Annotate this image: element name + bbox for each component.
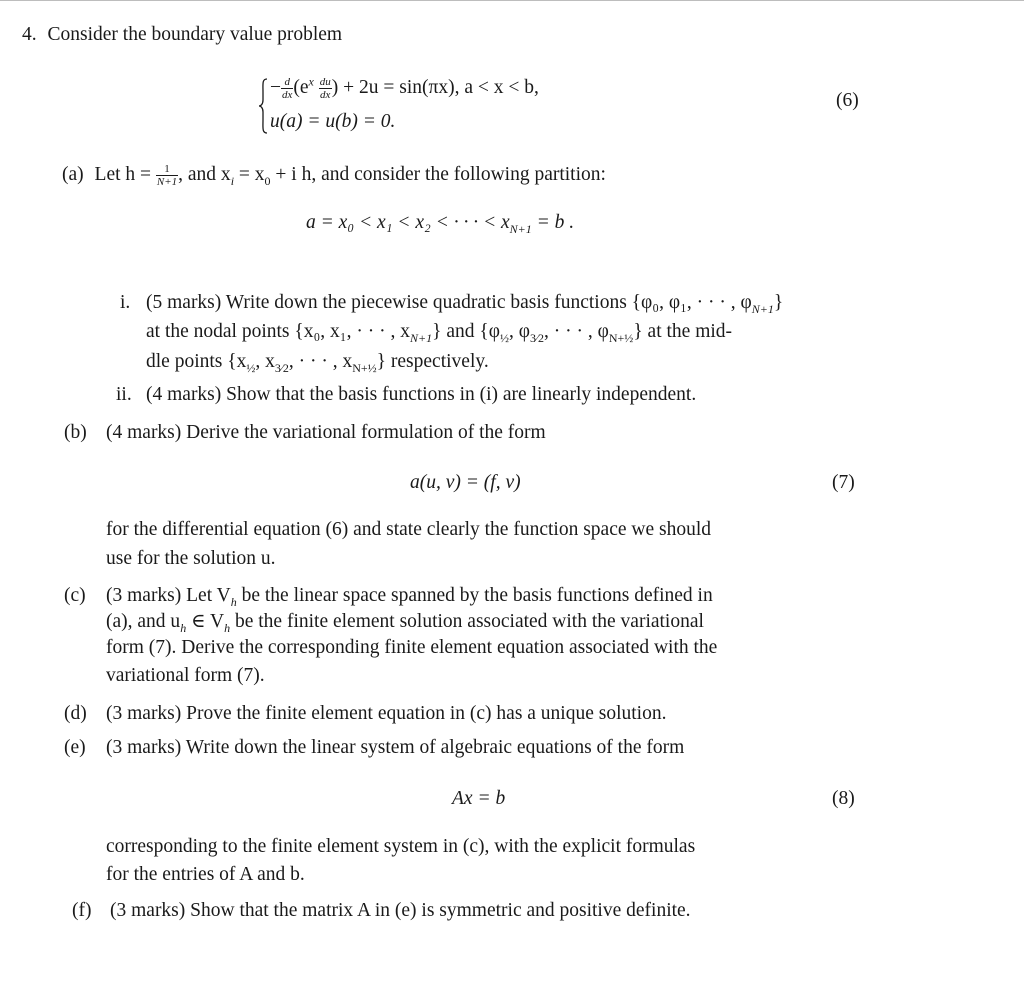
part-a-i-line1: (5 marks) Write down the piecewise quadratic basis functions {φ₀, φ₁, · · · , $\varphi_{N+1}$}	[146, 292, 784, 316]
part-a-i-line2: at the nodal points {x₀, x₁, · · · , $x_{N+1}$} and {$\varphi_{\frac{1}{2}}$, $\varphi_{3⁄2}$, · · · , $\varphi_{N+\frac{1}{2}}$} at the mid-	[146, 321, 733, 345]
part-c-line3: form (7). Derive the corresponding finite element equation associated with the	[106, 637, 718, 658]
equation-number-6: (6)	[836, 90, 859, 111]
problem-number: 4.	[22, 24, 37, 45]
part-c-line4: variational form (7).	[106, 665, 265, 686]
part-e-line3: for the entries of A and b.	[106, 864, 305, 885]
part-b-line3: use for the solution u.	[106, 548, 276, 569]
partition-formula: a = x₀ < x₁ < x₂ < · · · < $x_{N+1} = b$ .	[306, 212, 575, 236]
equation-number-8: (8)	[832, 788, 855, 809]
boundary-condition: u(a) = u(b) = 0.	[270, 111, 396, 132]
pde-equation: − $\frac{d}{dx}$ ($e^x$ $\frac{du}{dx}$ ) + 2u = sin(πx), a < x < b,	[270, 74, 539, 102]
linear-system-formula: Ax = b	[452, 788, 506, 809]
left-brace-icon	[258, 78, 268, 134]
part-b-label: (b)	[64, 422, 87, 443]
part-a-ii-text: (4 marks) Show that the basis functions in (i) are linearly independent.	[146, 384, 697, 405]
h-fraction: $\frac{1}{N+1}$	[156, 163, 178, 189]
part-a-statement: (a) Let h = $\frac{1}{N+1}$ , and $x_i = x_0 + i$ h, and consider the following partition:	[62, 163, 606, 189]
part-f-text: (3 marks) Show that the matrix A in (e) is symmetric and positive definite.	[110, 900, 691, 921]
part-f-label: (f)	[72, 900, 92, 921]
part-b-line2: for the differential equation (6) and state clearly the function space we should	[106, 519, 711, 540]
part-c-label: (c)	[64, 585, 86, 606]
equation-number-7: (7)	[832, 472, 855, 493]
part-e-line2: corresponding to the finite element system in (c), with the explicit formulas	[106, 836, 696, 857]
problem-intro: Consider the boundary value problem	[47, 24, 343, 45]
part-d-text: (3 marks) Prove the finite element equation in (c) has a unique solution.	[106, 703, 667, 724]
problem-heading	[22, 20, 342, 50]
part-b-text: (4 marks) Derive the variational formulation of the form	[106, 422, 546, 443]
part-e-label: (e)	[64, 737, 86, 758]
derivative-du-dx: $\frac{du}{dx}$	[319, 76, 331, 102]
variational-formula: a(u, v) = (f, v)	[410, 472, 521, 493]
part-c-line2: (a), and $u_h$ ∈ $V_h$ be the finite element solution associated with the variational	[106, 611, 704, 635]
part-a-ii-label: ii.	[116, 384, 132, 405]
part-e-text: (3 marks) Write down the linear system of algebraic equations of the form	[106, 737, 685, 758]
top-border	[0, 0, 1024, 1]
derivative-d-dx: $\frac{d}{dx}$	[282, 76, 293, 102]
part-a-i-label: i.	[120, 292, 131, 313]
part-a-i-line3: dle points {$x_{\frac{1}{2}}$, $x_{3⁄2}$, · · · , $x_{N+\frac{1}{2}}$} respectively.	[146, 351, 489, 375]
part-c-line1: (3 marks) Let $V_h$ be the linear space spanned by the basis functions defined in	[106, 585, 713, 609]
part-d-label: (d)	[64, 703, 87, 724]
